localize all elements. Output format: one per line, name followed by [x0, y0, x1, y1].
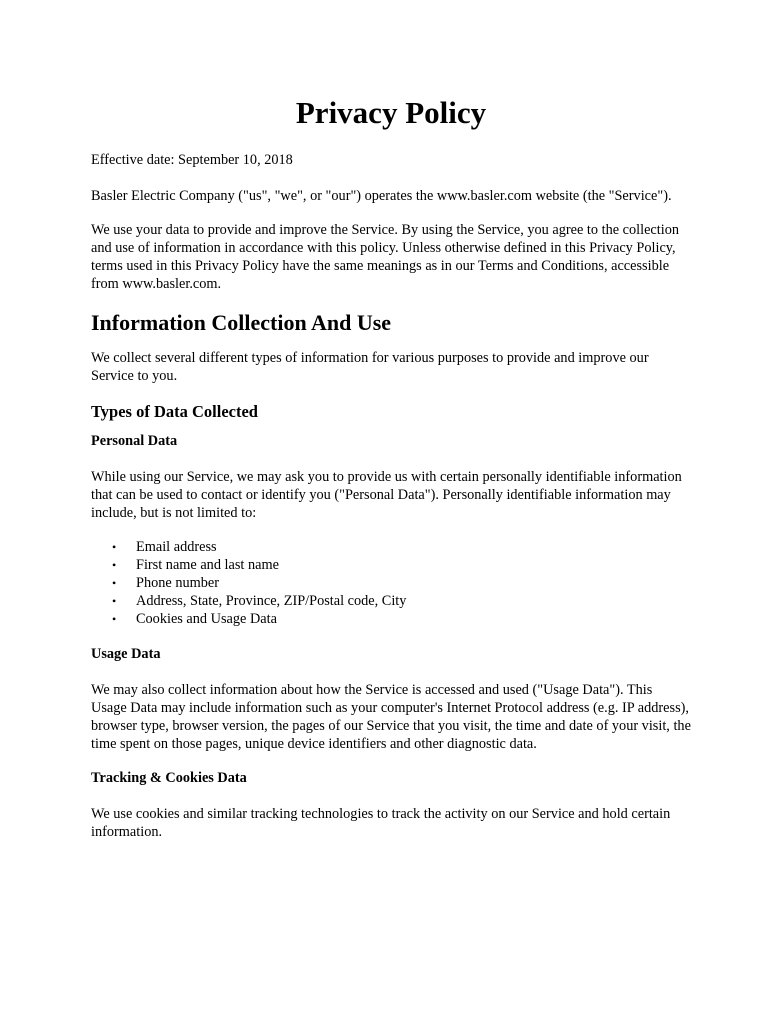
bullet-icon: •	[112, 558, 117, 572]
page-title: Privacy Policy	[295, 95, 487, 130]
bullet-icon: •	[112, 540, 117, 554]
personal-data-list	[91, 538, 691, 628]
effective-date: Effective date: September 10, 2018	[91, 152, 293, 168]
list-item	[112, 592, 691, 610]
list-item-text: Email address	[136, 539, 217, 555]
subsection-heading-types-of-data: Types of Data Collected	[91, 402, 258, 421]
list-item	[112, 610, 691, 628]
intro-paragraph-1: Basler Electric Company ("us", "we", or "our") operates the www.basler.com website (the "Service").	[91, 188, 672, 204]
list-item	[112, 556, 691, 574]
list-item	[112, 538, 691, 556]
document-page	[91, 94, 691, 857]
list-item	[112, 574, 691, 592]
intro-paragraph-2: We use your data to provide and improve the Service. By using the Service, you agree to the collection and use of information in accordance with this policy. Unless otherwise defined in this Privacy Policy, terms used in this Privacy Policy have the same meanings as in our Terms and Conditions, accessible from www.basler.com.	[91, 222, 680, 292]
heading-usage-data: Usage Data	[91, 646, 161, 662]
list-item-text: First name and last name	[136, 557, 279, 573]
section-heading-information-collection: Information Collection And Use	[91, 310, 392, 335]
list-item-text: Cookies and Usage Data	[136, 611, 277, 627]
bullet-icon: •	[112, 612, 117, 626]
personal-data-paragraph: While using our Service, we may ask you to provide us with certain personally identifiable information that can be used to contact or identify you ("Personal Data"). Personally identifiable information may include, but is not limited to:	[91, 469, 682, 521]
heading-personal-data: Personal Data	[91, 433, 178, 449]
usage-data-paragraph: We may also collect information about how the Service is accessed and used ("Usage Data"). This Usage Data may include information such as your computer's Internet Protocol address (e.g. IP address), browser type, browser version, the pages of our Service that you visit, the time and date of your visit, the time spent on those pages, unique device identifiers and other diagnostic data.	[91, 682, 691, 752]
heading-tracking-cookies-data: Tracking & Cookies Data	[91, 770, 247, 786]
list-item-text: Address, State, Province, ZIP/Postal code, City	[136, 593, 407, 609]
information-collection-paragraph: We collect several different types of information for various purposes to provide and improve our Service to you.	[91, 350, 649, 384]
bullet-icon: •	[112, 594, 117, 608]
list-item-text: Phone number	[136, 575, 219, 591]
bullet-icon: •	[112, 576, 117, 590]
tracking-cookies-paragraph: We use cookies and similar tracking technologies to track the activity on our Service and hold certain information.	[91, 806, 671, 840]
